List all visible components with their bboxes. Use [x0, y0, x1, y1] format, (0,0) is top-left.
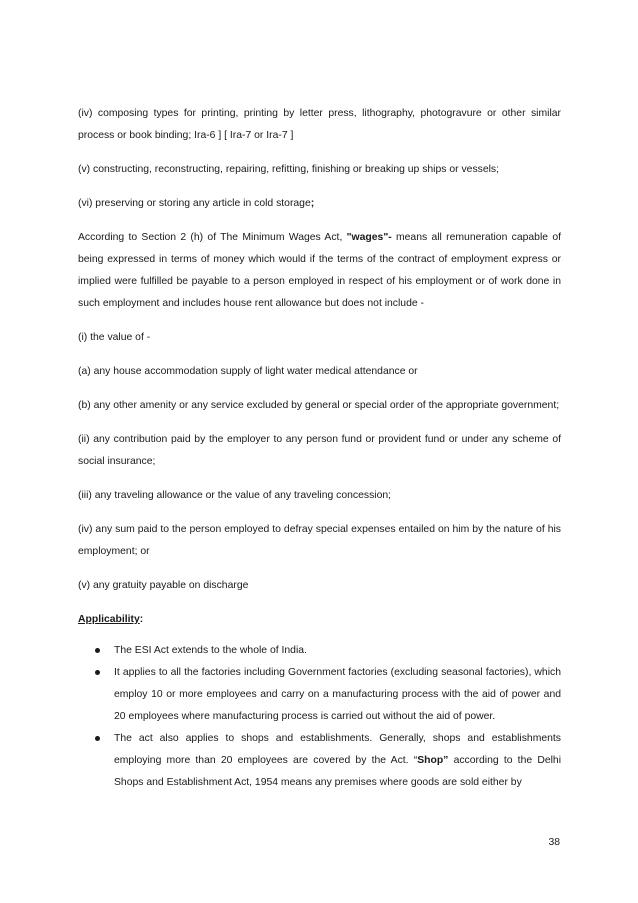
bullet-icon [95, 670, 100, 675]
list-item [78, 662, 561, 728]
cold-storage-text: (vi) preserving or storing any article in cold storage [78, 198, 311, 209]
list-item [78, 728, 561, 794]
shop-term: Shop” [417, 755, 449, 766]
paragraph-amenity: (b) any other amenity or any service excluded by general or special order of the appropriate government; [78, 400, 560, 411]
applicability-colon: : [139, 614, 144, 625]
shops-definition: according to the Delhi Shops and Establishment Act, 1954 means any premises where goods are sold either by [114, 755, 561, 788]
applicability-heading-line [78, 609, 561, 631]
shops-intro: The act also applies to shops and establishments. Generally, shops and establishments employing more than 20 employees are covered by the Act. “ [114, 733, 561, 766]
page-number: 38 [548, 837, 560, 848]
wages-intro: According to Section 2 (h) of The Minimum Wages Act, [78, 232, 347, 243]
applicability-heading: Applicability [78, 614, 140, 625]
paragraph-printing: (iv) composing types for printing, printing by letter press, lithography, photogravure or other similar process or book binding; Ira-6 ] [ Ira-7 or Ira-7 ] [78, 108, 561, 141]
paragraph-traveling: (iii) any traveling allowance or the value of any traveling concession; [78, 490, 392, 501]
paragraph-contribution: (ii) any contribution paid by the employer to any person fund or provident fund or under any scheme of social insurance; [78, 434, 561, 467]
page-content [78, 103, 561, 794]
paragraph-gratuity: (v) any gratuity payable on discharge [78, 580, 249, 591]
wages-body: means all remuneration capable of being expressed in terms of money which would if the terms of the contract of employment express or implied were fulfilled be payable to a person employed in respect of his employment or of work done in such employment and includes house rent allowance but does not include - [78, 232, 561, 309]
paragraph-ships: (v) constructing, reconstructing, repairing, refitting, finishing or breaking up ships or vessels; [78, 164, 500, 175]
paragraph-wages-definition [78, 227, 561, 315]
list-item [78, 640, 561, 662]
list-item-text: The ESI Act extends to the whole of India. [114, 645, 307, 656]
wages-term: "wages"- [346, 232, 392, 243]
list-item-text: It applies to all the factories including Government factories (excluding seasonal factories), which employ 10 or more employees and carry on a manufacturing process with the aid of power and 20 employees where manufacturing process is carried out without the aid of power. [114, 667, 561, 722]
bullet-icon [95, 736, 100, 741]
paragraph-cold-storage [78, 193, 561, 215]
cold-storage-semicolon: ; [310, 198, 315, 209]
paragraph-house-accommodation: (a) any house accommodation supply of light water medical attendance or [78, 366, 418, 377]
paragraph-special-expenses: (iv) any sum paid to the person employed to defray special expenses entailed on him by the nature of his employment; or [78, 524, 561, 557]
paragraph-value-of: (i) the value of - [78, 332, 151, 343]
applicability-list [78, 640, 561, 794]
bullet-icon [95, 648, 100, 653]
